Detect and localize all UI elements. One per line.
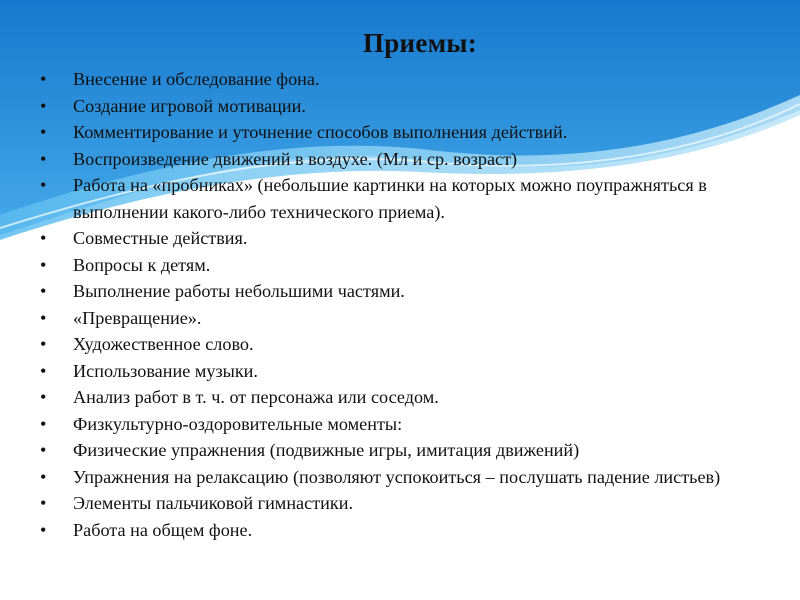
bullet-text: Работа на общем фоне. (73, 519, 253, 540)
bullet-item (40, 225, 760, 252)
bullet-item (40, 517, 760, 544)
bullet-text: Вопросы к детям. (73, 254, 211, 275)
bullet-item (40, 252, 760, 279)
bullet-item (40, 66, 760, 93)
bullet-item (40, 119, 760, 146)
bullet-icon: • (40, 334, 47, 354)
bullet-item (40, 172, 760, 225)
bullet-text: Внесение и обследование фона. (73, 69, 320, 89)
bullet-text: Упражнения на релаксацию (позволяют успокоиться – послушать падение листьев) (73, 466, 721, 487)
bullet-item (40, 93, 760, 120)
bullet-text: Физические упражнения (подвижные игры, имитация движений) (73, 440, 580, 460)
bullet-item (40, 437, 760, 464)
bullet-text: Комментирование и уточнение способов выполнения действий. (73, 122, 568, 142)
bullet-text: Совместные действия. (73, 228, 248, 248)
bullet-icon: • (40, 519, 47, 540)
bullet-icon: • (40, 175, 47, 195)
bullet-icon: • (40, 69, 47, 89)
slide-title: Приемы: (362, 28, 478, 58)
bullet-icon: • (40, 360, 47, 381)
bullet-item (40, 384, 760, 411)
bullet-icon: • (40, 466, 47, 487)
bullet-item (40, 411, 760, 438)
bullet-text: Использование музыки. (73, 360, 258, 381)
bullet-item (40, 358, 760, 385)
bullet-icon: • (40, 440, 47, 460)
bullet-icon: • (40, 493, 47, 513)
bullet-text: Элементы пальчиковой гимнастики. (73, 493, 353, 513)
bullet-icon: • (40, 254, 47, 275)
bullet-item (40, 464, 760, 491)
bullet-item (40, 305, 760, 332)
bullet-text: Выполнение работы небольшими частями. (73, 281, 405, 301)
bullet-text: Работа на «пробниках» (небольшие картинки на которых можно поупражняться в выполнении какого-либо технического приема). (73, 175, 707, 222)
bullet-text: Воспроизведение движений в воздухе. (Мл и ср. возраст) (73, 148, 518, 169)
bullet-icon: • (40, 307, 47, 328)
bullet-text: Художественное слово. (73, 334, 254, 354)
bullet-item (40, 490, 760, 517)
bullet-icon: • (40, 148, 47, 169)
bullet-icon: • (40, 228, 47, 248)
bullet-icon: • (40, 95, 47, 116)
bullet-icon: • (40, 387, 47, 407)
bullet-icon: • (40, 122, 47, 142)
bullet-icon: • (40, 281, 47, 301)
bullet-list (40, 66, 760, 543)
bullet-text: Физкультурно-оздоровительные моменты: (73, 413, 403, 434)
bullet-item (40, 146, 760, 173)
bullet-icon: • (40, 413, 47, 434)
bullet-text: Создание игровой мотивации. (73, 95, 306, 116)
bullet-text: Анализ работ в т. ч. от персонажа или соседом. (73, 387, 439, 407)
bullet-text: «Превращение». (73, 307, 202, 328)
bullet-item (40, 278, 760, 305)
bullet-item (40, 331, 760, 358)
